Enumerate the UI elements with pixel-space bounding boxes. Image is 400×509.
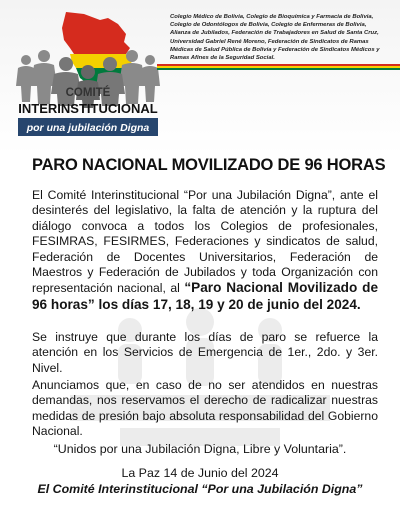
comite-logo [14,10,162,138]
document-title: PARO NACIONAL MOVILIZADO DE 96 HORAS [32,156,386,174]
logo-line1: COMITÉ [65,87,111,99]
emergency-services-paragraph: Se instruye que durante los días de paro se refuerce la atención en los Servicios de Emergencia de 1er., 2do. y 3er. Nivel. [32,330,378,375]
warning-paragraph: Anunciamos que, en caso de no ser atendidos en nuestras demandas, nos reservamos el derecho de radicalizar nuestras medidas de presión bajo absoluta responsabilidad del Gobierno Nacional. [32,378,378,439]
logo-line2: INTERINSTITUCIONAL [18,101,158,116]
convocation-text: El Comité Interinstitucional “Por una Jubilación Digna”, ante el desinterés del legislativo, la falta de atención y la ruptura del diálogo convoca a todos los Colegios de profesionales, FESIMRAS, FESIRMES, Federaciones y sindicatos de salud, Federación de Docentes Universitarios, Federación de Maestros y Federación de Jubilados y toda Organización con representación nacional, al [32,188,378,296]
flag-rule-green [157,68,400,70]
logo-line3: por una jubilación Digna [26,122,150,134]
motto: “Unidos por una Jubilación Digna, Libre y Voluntaria”. [53,442,347,456]
signature: El Comité Interinstitucional “Por una Jubilación Digna” [37,482,363,496]
convocation-paragraph [32,188,378,313]
member-organizations: Colegio Médico de Bolivia, Colegio de Bioquímica y Farmacia de Bolivia, Colegio de Odontólogos de Bolivia, Colegio de Enfermeras de Bolivia, Alianza de Jubilados, Federación de Trabajadores en Salud de Santa Cruz, Universidad Gabriel René Moreno, Federación de Sindicatos de Ramas Médicas de Salud Pública de Bolivia y Federación de Sindicatos Médicos y Ramas Afines de la Seguridad Social. [170,14,380,62]
dateline: La Paz 14 de Junio del 2024 [121,466,279,480]
strike-dates: “Paro Nacional Movilizado de 96 horas” los días 17, 18, 19 y 20 de junio del 2024. [32,280,379,312]
